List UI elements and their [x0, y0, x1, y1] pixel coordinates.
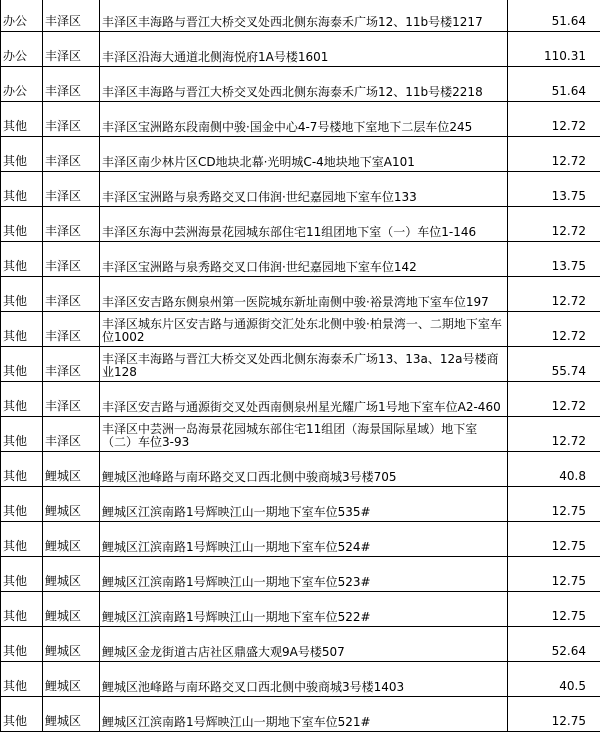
- property-type-cell: 其他: [1, 172, 43, 207]
- area-cell: 13.75: [508, 242, 600, 277]
- property-type-cell: 其他: [1, 662, 43, 697]
- table-row: [1, 627, 600, 662]
- property-type-cell: 其他: [1, 557, 43, 592]
- district-cell: 丰泽区: [43, 137, 100, 172]
- table-row: [1, 172, 600, 207]
- address-cell: 鲤城区江滨南路1号辉映江山一期地下室车位522#: [100, 592, 508, 627]
- property-type-cell: 其他: [1, 277, 43, 312]
- area-cell: 12.72: [508, 137, 600, 172]
- property-type-cell: 其他: [1, 102, 43, 137]
- property-type-cell: 其他: [1, 347, 43, 382]
- property-table-body: [1, 0, 600, 732]
- area-cell: 12.75: [508, 557, 600, 592]
- property-type-cell: 其他: [1, 312, 43, 347]
- district-cell: 丰泽区: [43, 312, 100, 347]
- address-cell: 丰泽区宝洲路与泉秀路交叉口伟润·世纪嘉园地下室车位133: [100, 172, 508, 207]
- table-row: [1, 592, 600, 627]
- table-row: [1, 452, 600, 487]
- area-cell: 12.75: [508, 697, 600, 732]
- table-row: [1, 277, 600, 312]
- property-type-cell: 其他: [1, 137, 43, 172]
- address-cell: 丰泽区沿海大通道北侧海悦府1A号楼1601: [100, 32, 508, 67]
- address-cell: 丰泽区安吉路东侧泉州第一医院城东新址南侧中骏·裕景湾地下室车位197: [100, 277, 508, 312]
- district-cell: 丰泽区: [43, 347, 100, 382]
- area-cell: 12.72: [508, 207, 600, 242]
- area-cell: 12.75: [508, 592, 600, 627]
- table-row: [1, 382, 600, 417]
- area-cell: 55.74: [508, 347, 600, 382]
- area-cell: 12.72: [508, 312, 600, 347]
- table-row: [1, 102, 600, 137]
- address-cell: 丰泽区丰海路与晋江大桥交叉处西北侧东海泰禾广场12、11b号楼2218: [100, 67, 508, 102]
- property-type-cell: 办公: [1, 67, 43, 102]
- property-type-cell: 办公: [1, 32, 43, 67]
- table-row: [1, 242, 600, 277]
- district-cell: 丰泽区: [43, 207, 100, 242]
- address-cell: 丰泽区丰海路与晋江大桥交叉处西北侧东海泰禾广场12、11b号楼1217: [100, 0, 508, 32]
- district-cell: 鲤城区: [43, 522, 100, 557]
- table-row: [1, 697, 600, 732]
- district-cell: 鲤城区: [43, 452, 100, 487]
- table-row: [1, 137, 600, 172]
- property-type-cell: 其他: [1, 207, 43, 242]
- area-cell: 51.64: [508, 0, 600, 32]
- area-cell: 51.64: [508, 67, 600, 102]
- table-row: [1, 32, 600, 67]
- area-cell: 110.31: [508, 32, 600, 67]
- district-cell: 鲤城区: [43, 487, 100, 522]
- district-cell: 丰泽区: [43, 382, 100, 417]
- table-row: [1, 487, 600, 522]
- table-row: [1, 67, 600, 102]
- area-cell: 12.72: [508, 102, 600, 137]
- table-row: [1, 0, 600, 32]
- address-cell: 丰泽区南少林片区CD地块北幕·光明城C-4地块地下室A101: [100, 137, 508, 172]
- area-cell: 12.72: [508, 277, 600, 312]
- address-cell: 丰泽区宝洲路东段南侧中骏·国金中心4-7号楼地下室地下二层车位245: [100, 102, 508, 137]
- property-type-cell: 办公: [1, 0, 43, 32]
- district-cell: 丰泽区: [43, 32, 100, 67]
- property-type-cell: 其他: [1, 697, 43, 732]
- property-type-cell: 其他: [1, 522, 43, 557]
- district-cell: 丰泽区: [43, 67, 100, 102]
- address-cell: 鲤城区江滨南路1号辉映江山一期地下室车位535#: [100, 487, 508, 522]
- area-cell: 12.72: [508, 417, 600, 452]
- property-type-cell: 其他: [1, 382, 43, 417]
- table-row: [1, 347, 600, 382]
- district-cell: 丰泽区: [43, 172, 100, 207]
- address-cell: 鲤城区江滨南路1号辉映江山一期地下室车位521#: [100, 697, 508, 732]
- address-cell: 鲤城区江滨南路1号辉映江山一期地下室车位524#: [100, 522, 508, 557]
- address-cell: 丰泽区丰海路与晋江大桥交叉处西北侧东海泰禾广场13、13a、12a号楼商业128: [100, 347, 508, 382]
- area-cell: 12.75: [508, 487, 600, 522]
- district-cell: 鲤城区: [43, 557, 100, 592]
- district-cell: 鲤城区: [43, 592, 100, 627]
- district-cell: 鲤城区: [43, 697, 100, 732]
- address-cell: 丰泽区城东片区安吉路与通源街交汇处东北侧中骏·柏景湾一、二期地下室车位1002: [100, 312, 508, 347]
- table-row: [1, 662, 600, 697]
- district-cell: 丰泽区: [43, 242, 100, 277]
- table-row: [1, 417, 600, 452]
- address-cell: 鲤城区江滨南路1号辉映江山一期地下室车位523#: [100, 557, 508, 592]
- property-type-cell: 其他: [1, 592, 43, 627]
- address-cell: 鲤城区金龙街道古店社区鼎盛大观9A号楼507: [100, 627, 508, 662]
- area-cell: 12.72: [508, 382, 600, 417]
- address-cell: 丰泽区东海中芸洲海景花园城东部住宅11组团地下室（一）车位1-146: [100, 207, 508, 242]
- area-cell: 52.64: [508, 627, 600, 662]
- property-type-cell: 其他: [1, 417, 43, 452]
- table-row: [1, 557, 600, 592]
- property-type-cell: 其他: [1, 452, 43, 487]
- table-row: [1, 312, 600, 347]
- district-cell: 鲤城区: [43, 662, 100, 697]
- area-cell: 12.75: [508, 522, 600, 557]
- district-cell: 鲤城区: [43, 627, 100, 662]
- district-cell: 丰泽区: [43, 277, 100, 312]
- table-row: [1, 522, 600, 557]
- address-cell: 丰泽区中芸洲一岛海景花园城东部住宅11组团（海景国际星域）地下室（二）车位3-93: [100, 417, 508, 452]
- district-cell: 丰泽区: [43, 0, 100, 32]
- address-cell: 鲤城区池峰路与南环路交叉口西北侧中骏商城3号楼705: [100, 452, 508, 487]
- area-cell: 40.5: [508, 662, 600, 697]
- district-cell: 丰泽区: [43, 102, 100, 137]
- property-type-cell: 其他: [1, 242, 43, 277]
- district-cell: 丰泽区: [43, 417, 100, 452]
- area-cell: 13.75: [508, 172, 600, 207]
- property-type-cell: 其他: [1, 487, 43, 522]
- address-cell: 丰泽区宝洲路与泉秀路交叉口伟润·世纪嘉园地下室车位142: [100, 242, 508, 277]
- table-row: [1, 207, 600, 242]
- address-cell: 丰泽区安吉路与通源街交叉处西南侧泉州星光耀广场1号地下室车位A2-460: [100, 382, 508, 417]
- property-type-cell: 其他: [1, 627, 43, 662]
- address-cell: 鲤城区池峰路与南环路交叉口西北侧中骏商城3号楼1403: [100, 662, 508, 697]
- area-cell: 40.8: [508, 452, 600, 487]
